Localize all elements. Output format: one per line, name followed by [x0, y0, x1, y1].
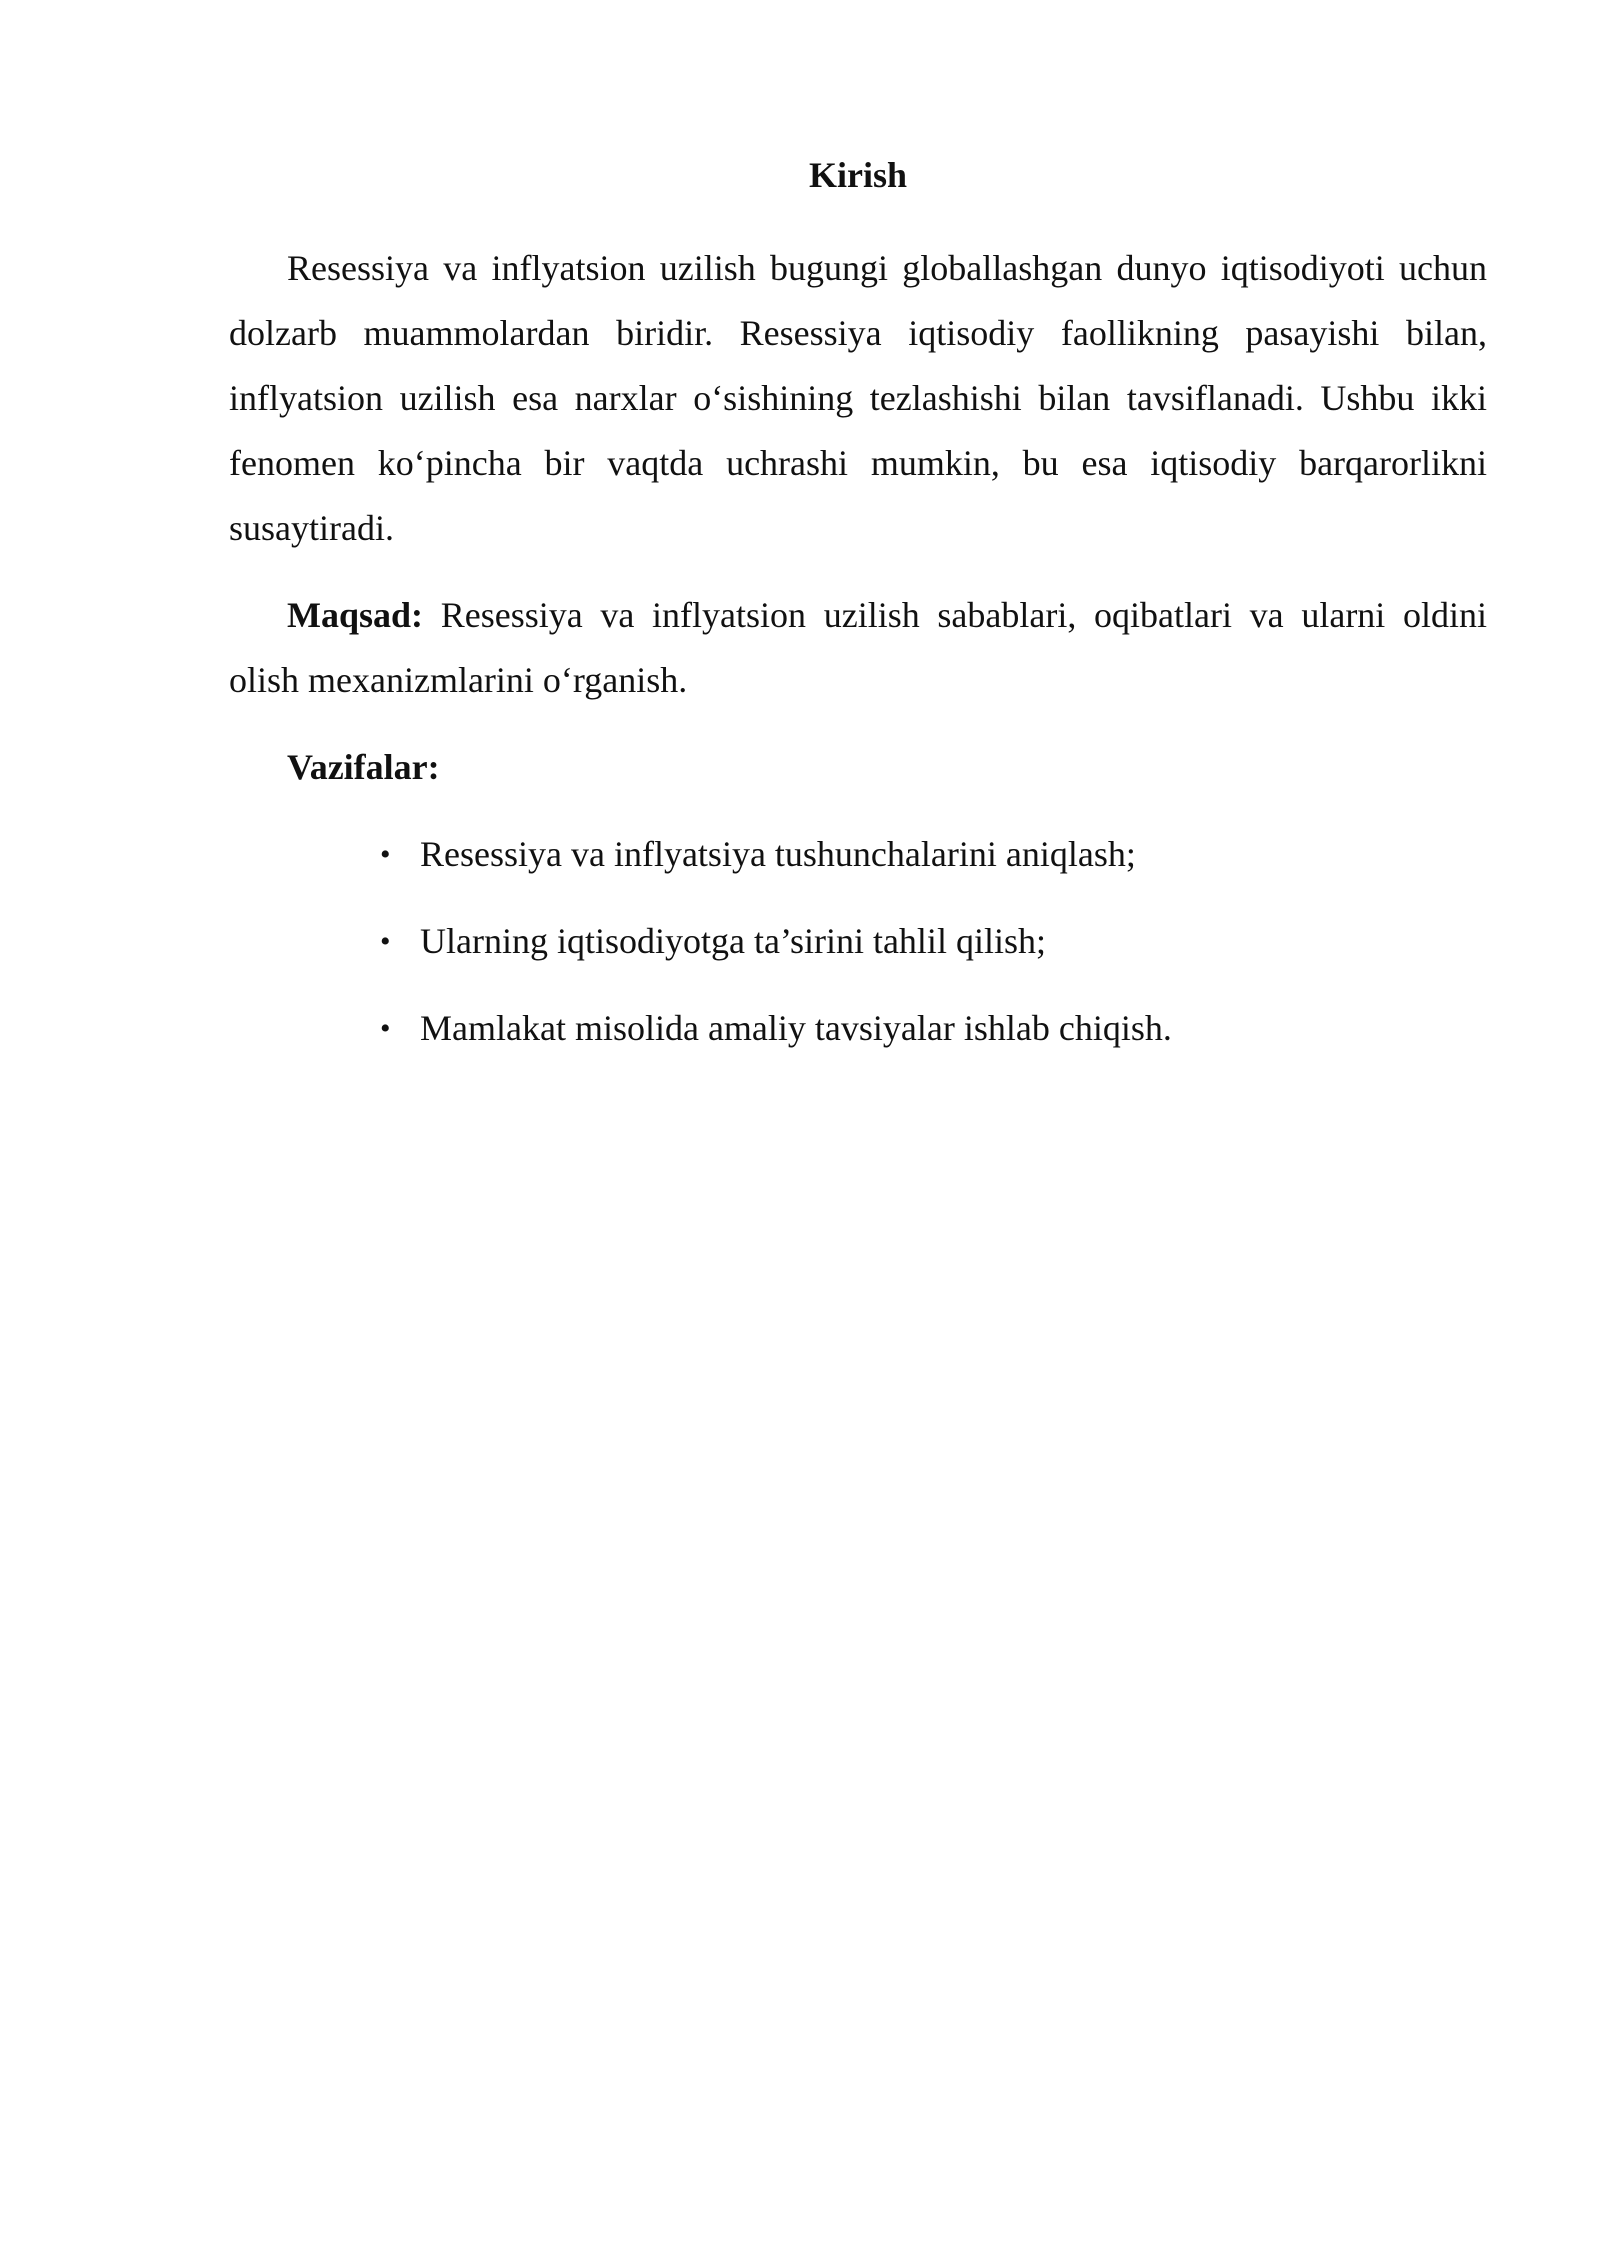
list-item: [380, 996, 1487, 1061]
list-item: [380, 909, 1487, 974]
goal-label: Maqsad:: [287, 595, 424, 635]
task-text: Mamlakat misolida amaliy tavsiyalar ishlab chiqish.: [420, 1008, 1172, 1048]
section-title: Kirish: [808, 155, 907, 195]
goal-paragraph: [229, 583, 1487, 713]
goal-text: Resessiya va inflyatsion uzilish sabablari, oqibatlari va ularni oldini olish mexanizmlarini o‘rganish.: [229, 595, 1487, 700]
tasks-list: [229, 822, 1487, 1061]
task-text: Resessiya va inflyatsiya tushunchalarini aniqlash;: [420, 834, 1136, 874]
list-item: [380, 822, 1487, 887]
bullet-icon: •: [380, 925, 391, 958]
page-content: [229, 148, 1487, 1083]
intro-paragraph: Resessiya va inflyatsion uzilish bugungi globallashgan dunyo iqtisodiyoti uchun dolzarb muammolardan biridir. Resessiya iqtisodiy faollikning pasayishi bilan, inflyatsion uzilish esa narxlar o‘sishining tezlashishi bilan tavsiflanadi. Ushbu ikki fenomen ko‘pincha bir vaqtda uchrashi mumkin, bu esa iqtisodiy barqarorlikni susaytiradi.: [229, 248, 1487, 548]
bullet-icon: •: [380, 1012, 391, 1045]
tasks-heading: Vazifalar:: [287, 747, 440, 787]
bullet-icon: •: [380, 838, 391, 871]
task-text: Ularning iqtisodiyotga ta’sirini tahlil qilish;: [420, 921, 1046, 961]
